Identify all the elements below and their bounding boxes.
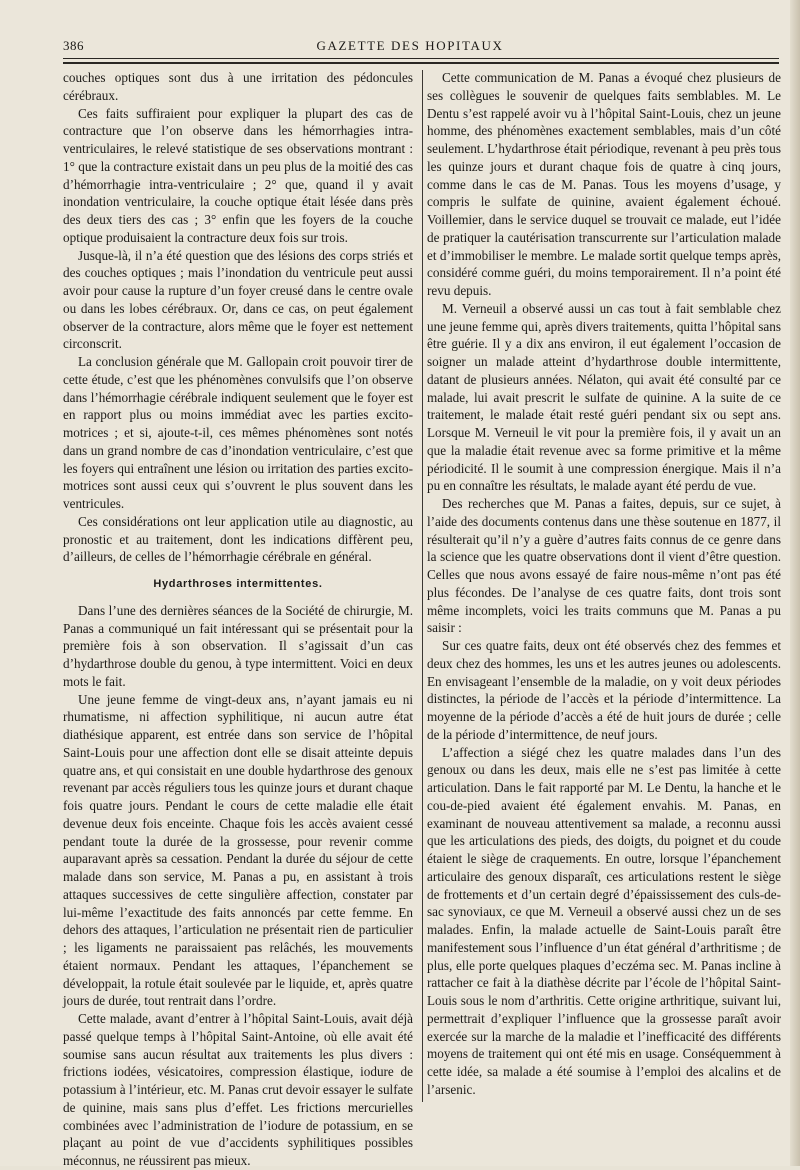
header-rule-thick	[63, 62, 779, 64]
left-paragraph-5: Ces considérations ont leur application utile au diagnostic, au pronostic et au traitement, dont les indications diffèrent peu, d’ailleurs, de celles de l’hémorrhagie cérébrale en général.	[63, 513, 413, 565]
left-paragraph-3: Jusque-là, il n’a été question que des lésions des corps striés et des couches optiques ; mais l’inondation du ventricule peut aussi avoir pour cause la rupture d’un foyer creusé dans le centre ovale ou dans les lobes cérébraux. Or, dans ce cas, on peut également observer de la contracture, alors même que le foyer est nettement circonscrit.	[63, 247, 413, 352]
left-paragraph-2: Ces faits suffiraient pour expliquer la plupart des cas de contracture que l’on observe dans les hémorrhagies intra-ventriculaires, le relevé statistique de ses observations montrant : 1° que la contracture existait dans un peu plus de la moitié des cas d’hémorrhagie intra-ventriculaire ; 2° que, quand il y avait inondation ventriculaire, la couche optique était lésée dans près des deux tiers des cas ; 3° enfin que les foyers de la couche optique produisaient la contracture deux fois sur trois.	[63, 105, 413, 245]
left-paragraph-1: couches optiques sont dus à une irritation des pédoncules cérébraux.	[63, 70, 413, 103]
left-paragraph-4: La conclusion générale que M. Gallopain croit pouvoir tirer de cette étude, c’est que les phénomènes convulsifs que l’on observe dans l’hémorrhagie cérébrale indiquent seulement que le foyer est en rapport plus ou moins immédiat avec les parties excito-motrices ; et si, ajoute-t-il, ces mêmes phénomènes sont notés dans un grand nombre de cas d’inondation ventriculaire, c’est que les foyers qui entraînent une lésion ou irritation des parties excito-motrices sont aussi ceux qui s’ouvrent le plus souvent dans les ventricules.	[63, 354, 413, 511]
page-number: 386	[63, 38, 84, 53]
right-paragraph-5: L’affection a siégé chez les quatre malades dans l’un des genoux ou dans les deux, mais elle ne s’est pas limitée à cette articulation. Dans le fait rapporté par M. Le Dentu, la hanche et le cou-de-pied avaient été également envahis. M. Panas, en examinant de nouveau attentivement sa malade, a reconnu aussi que les articulations des pieds, des doigts, du poignet et du coude étaient le siège de craquements. En outre, lorsque l’épanchement articulaire des genoux disparaît, ces articulations restent le siège de frottements et d’un certain degré d’épaississement des culs-de-sac synoviaux, ce que M. Verneuil a observé aussi chez un de ses malades. Enfin, la malade actuelle de Saint-Louis paraît être manifestement sous l’influence d’un état général d’arthritisme ; de plus, elle porte quelques plaques d’eczéma sec. M. Panas incline à rattacher ce fait à la diathèse décrite par l’école de l’hôpital Saint-Louis sous le nom d’arthritis. Cette origine arthritique, suivant lui, permettrait d’expliquer l’influence que la grossesse paraît avoir exercée sur la marche de la maladie et l’inefficacité des différents moyens de traitement qui ont été mis en usage. Conséquemment à cette idée, sa malade a été soumise à l’emploi des alcalins et de l’arsenic.	[427, 744, 781, 1097]
right-paragraph-2: M. Verneuil a observé aussi un cas tout à fait semblable chez une jeune femme qui, après divers traitements, quitta l’hôpital sans être guérie. Il y a dix ans environ, il eut également l’occasion de soigner un malade atteint d’hydarthrose double intermittente, datant de plusieurs années. Nélaton, qui avait été consulté par ce malade, lui avait prescrit le sulfate de quinine. A la suite de ce traitement, le malade était resté guéri pendant six ou sept ans. Lorsque M. Verneuil le vit pour la première fois, il y avait un an que la maladie était revenue avec sa forme primitive et la même périodicité. Il le soumit à une compression énergique. Mais il n’a pu en connaître les résultats, le malade ayant été perdu de vue.	[427, 300, 781, 494]
left-column	[63, 69, 413, 1170]
right-paragraph-1: Cette communication de M. Panas a évoqué chez plusieurs de ses collègues le souvenir de quelques faits semblables. M. Le Dentu s’est rappelé avoir vu à l’hôpital Saint-Louis, chez un jeune homme, des phénomènes exactement semblables, mais d’un côté seulement. L’hydarthrose était périodique, revenant à peu près tous les quinze jours et durant chaque fois de quatre à cinq jours, comme dans le cas de M. Panas. Tous les moyens d’usage, y compris le sulfate de quinine, avaient également échoué. Voillemier, dans le service duquel se trouvait ce malade, eut l’idée de pratiquer la cautérisation transcurrente sur l’articulation malade et d’immobiliser le membre. Le malade sortit quelque temps après, considéré comme guéri, du moins temporairement. Il n’a point été revu depuis.	[427, 70, 781, 298]
running-title: GAZETTE DES HOPITAUX	[316, 38, 504, 53]
page-edge-shadow	[790, 0, 800, 1166]
right-column	[427, 69, 781, 1099]
left-paragraph-6: Dans l’une des dernières séances de la Société de chirurgie, M. Panas a communiqué un fait intéressant qui se présentait pour la première fois à son observation. Il s’agissait d’un cas d’hydarthrose double du genou, à type intermittent. Voici en deux mots le fait.	[63, 602, 413, 689]
section-title: Hydarthroses intermittentes.	[153, 578, 323, 590]
header-rule-thin	[63, 58, 779, 59]
left-paragraph-8: Cette malade, avant d’entrer à l’hôpital Saint-Louis, avait déjà passé quelque temps à l’hôpital Saint-Antoine, où elle avait été soumise sans aucun résultat aux traitements les plus divers : frictions iodées, vésicatoires, compression élastique, iodure de potassium à l’intérieur, etc. M. Panas crut devoir essayer le sulfate de quinine, mais sans plus d’effet. Les frictions mercurielles combinées avec l’administration de l’iodure de potassium, en se plaçant au point de vue d’accidents syphilitiques possibles méconnus, ne réussirent pas mieux.	[63, 1011, 413, 1168]
right-paragraph-3: Des recherches que M. Panas a faites, depuis, sur ce sujet, à l’aide des documents contenus dans une thèse soutenue en 1877, il résulterait qu’il n’y a guère d’autres faits connus de ce genre dans la science que les quatre observations dont il vient d’être question. Celles que nous avons essayé de faire nous-même n’ont pas été plus fécondes. De l’analyse de ces quatre faits, dont trois sont même incomplets, voici les traits communs que M. Panas a pu saisir :	[427, 496, 781, 636]
left-paragraph-7: Une jeune femme de vingt-deux ans, n’ayant jamais eu ni rhumatisme, ni affection syphilitique, ni aucun autre état diathésique apparent, est entrée dans son service de l’hôpital Saint-Louis pour une affection dont elle se disait atteinte depuis quatre ans, et qui consistait en une double hydarthrose des genoux revenant par accès réguliers tous les quinze jours et durant chaque fois quatre jours. Pendant le cours de cette maladie elle était devenue deux fois enceinte. Chaque fois les accès avaient cessé pendant toute la durée de la grossesse, pour revenir comme auparavant après sa cessation. Pendant la durée du séjour de cette malade dans son service, M. Panas a pu, en assistant à trois attaques successives de cette singulière affection, constater par lui-même l’exactitude des faits annoncés par cette femme. En dehors des attaques, l’articulation ne présentait rien de particulier ; les ligaments ne paraissaient pas relâchés, les mouvements étaient normaux. Pendant les attaques, l’épanchement se développait, la rotule était soulevée par le liquide, et, après quatre jours de durée, tout rentrait dans l’ordre.	[63, 691, 413, 1009]
column-divider	[422, 70, 423, 1102]
right-paragraph-4: Sur ces quatre faits, deux ont été observés chez des femmes et deux chez des hommes, les uns et les autres jeunes ou adolescents. En envisageant l’ensemble de la maladie, on y voit deux périodes distinctes, la période de l’accès et la période d’intermittence. La moyenne de la période d’accès a été de huit jours de durée ; celle de la période d’intermittence, de neuf jours.	[427, 638, 781, 742]
